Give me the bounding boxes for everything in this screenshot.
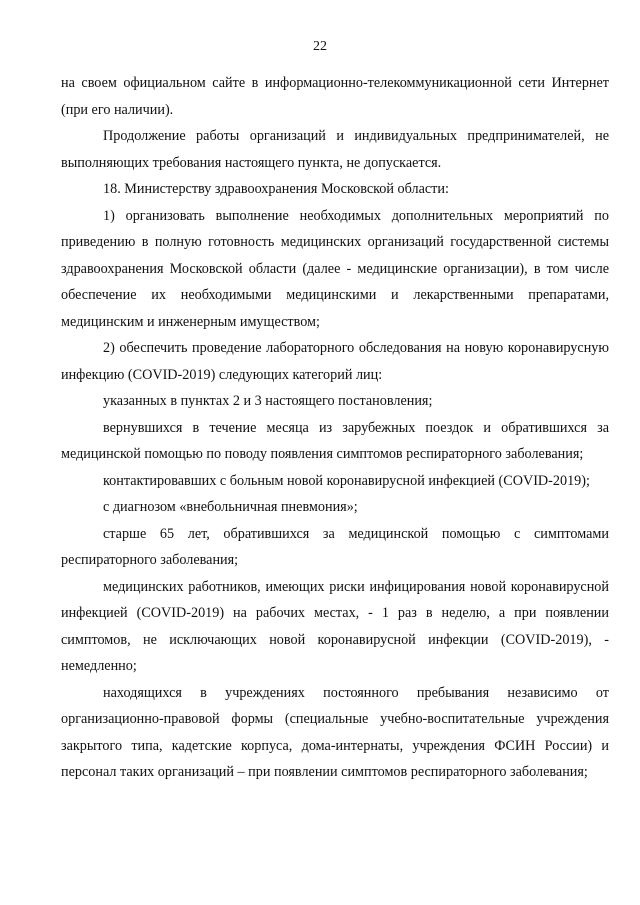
category-item: с диагнозом «внебольничная пневмония»; xyxy=(103,499,358,515)
list-item-2: 2) обеспечить проведение лабораторного обследования на новую коронавирусную инфекцию (COVID-2019) следующих категорий лиц: xyxy=(61,340,609,383)
page-number: 22 xyxy=(313,39,327,54)
paragraph-continuation: на своем официальном сайте в информационно-телекоммуникационной сети Интернет (при его наличии). xyxy=(61,75,609,118)
section-heading-18: 18. Министерству здравоохранения Московской области: xyxy=(103,181,449,197)
category-item: находящихся в учреждениях постоянного пребывания независимо от организационно-правовой формы (специальные учебно-воспитательные учреждения закрытого типа, кадетские корпуса, дома-интернаты, учреждения ФСИН России) и персонал таких организаций – при появлении симптомов респираторного заболевания; xyxy=(61,684,609,780)
category-item: указанных в пунктах 2 и 3 настоящего постановления; xyxy=(103,393,433,409)
category-item: контактировавших с больным новой коронавирусной инфекцией (COVID-2019); xyxy=(103,472,590,489)
document-body xyxy=(61,70,609,786)
category-item: вернувшихся в течение месяца из зарубежных поездок и обратившихся за медицинской помощью по поводу появления симптомов респираторного заболевания; xyxy=(61,419,609,462)
list-item-1: 1) организовать выполнение необходимых дополнительных мероприятий по приведению в полную готовность медицинских организаций государственной системы здравоохранения Московской области (далее - медицинские организации), в том числе обеспечение их необходимыми медицинскими и лекарственными препаратами, медицинским и инженерным имуществом; xyxy=(61,207,609,330)
category-item: старше 65 лет, обратившихся за медицинской помощью с симптомами респираторного заболевания; xyxy=(61,525,609,568)
paragraph: Продолжение работы организаций и индивидуальных предпринимателей, не выполняющих требования настоящего пункта, не допускается. xyxy=(61,128,609,171)
category-item: медицинских работников, имеющих риски инфицирования новой коронавирусной инфекцией (COVID-2019) на рабочих местах, - 1 раз в неделю, а при появлении симптомов, не исключающих новой коронавирусной инфекции (COVID-2019), - немедленно; xyxy=(61,578,609,674)
